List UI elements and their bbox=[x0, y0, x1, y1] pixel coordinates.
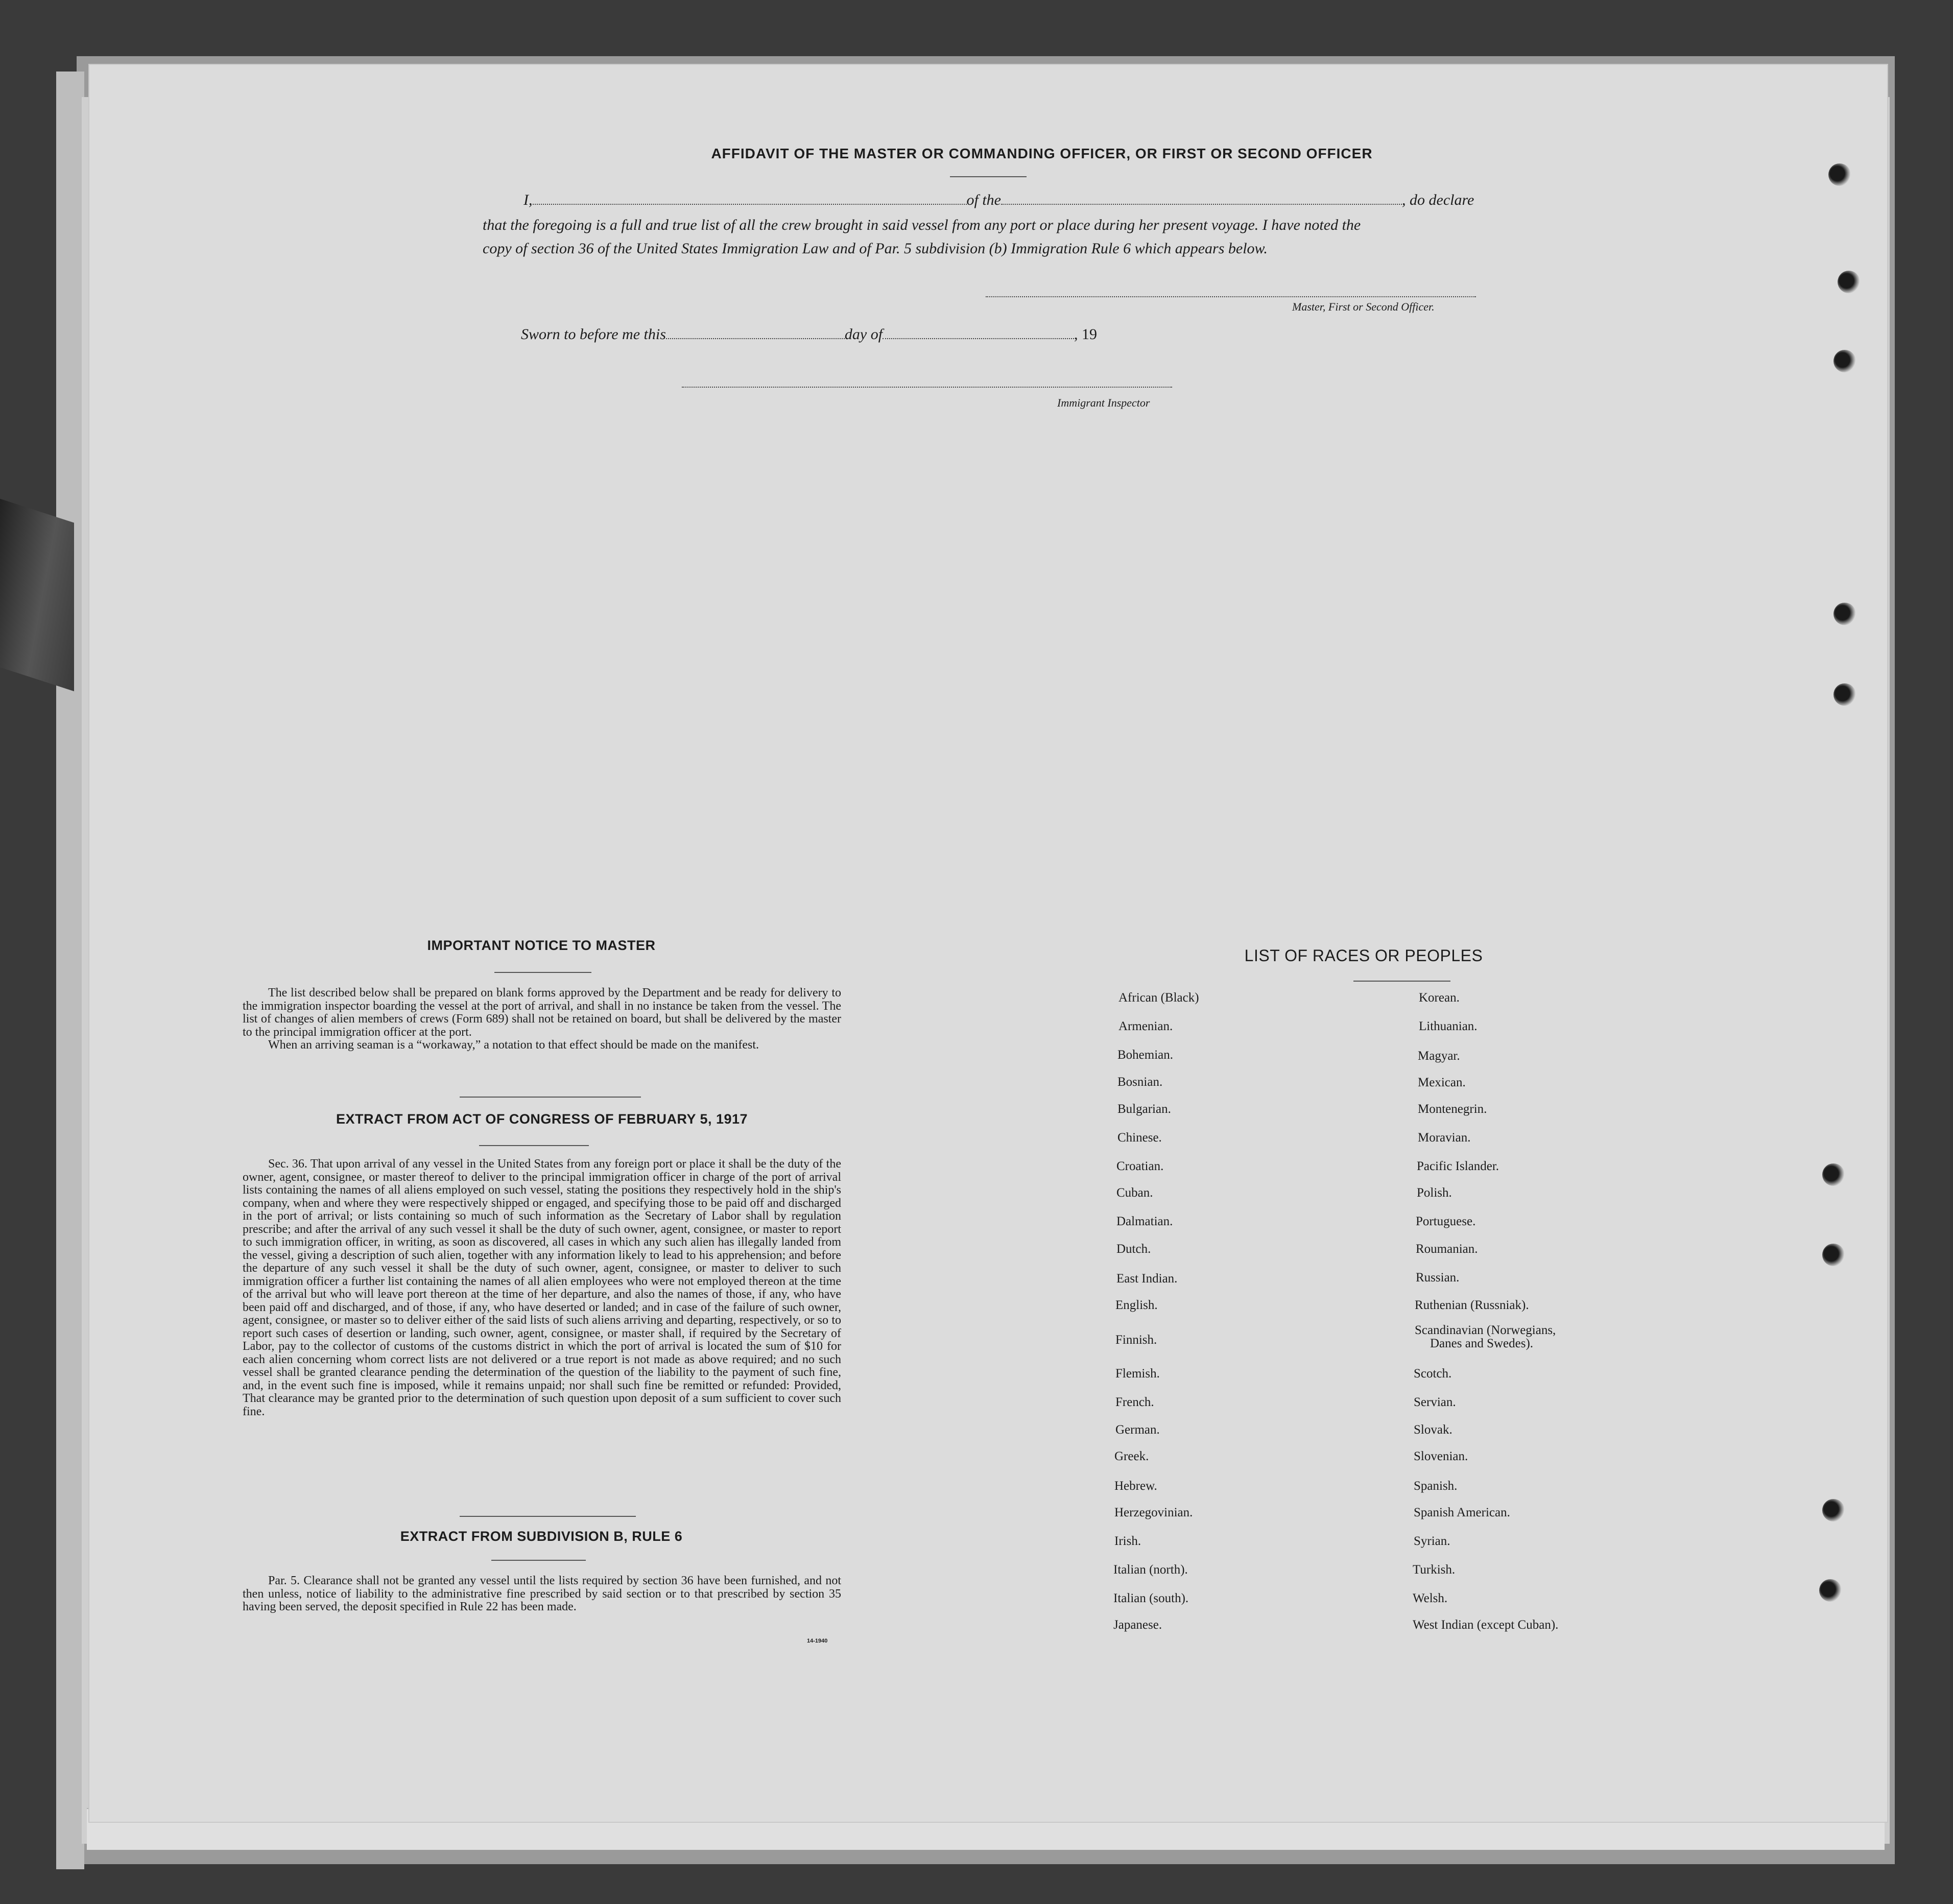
race-item: Greek. bbox=[1114, 1449, 1149, 1463]
race-item: East Indian. bbox=[1116, 1272, 1178, 1286]
race-item: Mexican. bbox=[1418, 1076, 1466, 1089]
race-item: Croatian. bbox=[1116, 1159, 1164, 1173]
master-caption: Master, First or Second Officer. bbox=[1292, 300, 1435, 313]
punch-hole bbox=[1833, 603, 1856, 625]
punch-hole bbox=[1833, 683, 1856, 706]
affidavit-i: I, bbox=[523, 192, 533, 208]
race-item: Irish. bbox=[1114, 1534, 1141, 1548]
races-title: LIST OF RACES OR PEOPLES bbox=[1244, 946, 1483, 965]
affidavit-line-2: that the foregoing is a full and true list of all the crew brought in said vessel from any port or place during her present voyage. I have noted the bbox=[483, 217, 1361, 233]
year-text: , 19 bbox=[1074, 326, 1098, 343]
race-item-continuation: Danes and Swedes). bbox=[1430, 1337, 1534, 1350]
race-item: Dalmatian. bbox=[1116, 1215, 1173, 1228]
race-item: Armenian. bbox=[1118, 1019, 1173, 1033]
punch-hole bbox=[1822, 1244, 1845, 1266]
race-item: Flemish. bbox=[1115, 1367, 1160, 1381]
race-item: West Indian (except Cuban). bbox=[1413, 1618, 1559, 1632]
act-paragraph: Sec. 36. That upon arrival of any vessel in the United States from any foreign port or place it shall be the duty of the owner, agent, consignee, or master thereof to deliver to the principal immigration officer in charge of the port of arrival lists containing the names of all aliens employed on such vessel, stating the positions they respectively hold in the ship's company, when and where they were respectively shipped or engaged, and specifying those to be paid off and discharged in the port of arrival; or lists containing so much of such information as the Secretary of Labor shall by regulation prescribe; and after the arrival of any such vessel it shall be the duty of such owner, agent, consignee, or master to report to such immigration officer, in writing, as soon as discovered, all cases in which any such alien has illegally landed from the vessel, giving a description of such alien, together with any information likely to lead to his apprehension; and before the departure of any such vessel it shall be the duty of such owner, agent, consignee, or master to deliver to such immigration officer a further list containing the names of all alien employees who were not employed thereon at the time of the arrival but who will leave port thereon at the time of her departure, and also the names of those, if any, who have been paid off and discharged, and of those, if any, who have deserted or landed; and in case of the failure of such owner, agent, consignee, or master so to deliver either of the said lists of such aliens arriving and departing, respectively, or so to report such cases of desertion or landing, such owner, agent, consignee, or master shall, if required by the Secretary of Labor, pay to the collector of customs of the customs district in which the port of arrival is located the sum of $10 for each alien concerning whom correct lists are not delivered or a true report is not made as above required; and no such vessel shall be granted clearance pending the determination of the question of the liability to the payment of such fine, and, in the event such fine is imposed, while it remains unpaid; nor shall such fine be remitted or refunded: Provided, That clearance may be granted prior to the determination of such question upon deposit of a sum sufficient to cover such fine. bbox=[243, 1157, 841, 1418]
race-item: Welsh. bbox=[1413, 1591, 1448, 1605]
inspector-signature-line bbox=[682, 387, 1172, 388]
divider bbox=[460, 1516, 636, 1517]
sworn-text: Sworn to before me this bbox=[521, 326, 666, 343]
master-signature-line bbox=[986, 296, 1476, 297]
punch-hole bbox=[1822, 1163, 1845, 1186]
race-item: Russian. bbox=[1416, 1271, 1460, 1284]
notice-title: IMPORTANT NOTICE TO MASTER bbox=[427, 938, 656, 953]
race-item: Bosnian. bbox=[1117, 1075, 1163, 1089]
race-item: German. bbox=[1115, 1423, 1160, 1437]
rule-paragraph: Par. 5. Clearance shall not be granted any vessel until the lists required by section 36 have been furnished, and not then unless, notice of liability to the administrative fine prescribed by said section or to that prescribed by section 35 having been served, the deposit specified in Rule 22 has been made. bbox=[243, 1574, 841, 1613]
race-item: Scandinavian (Norwegians, bbox=[1415, 1323, 1556, 1337]
race-item: Turkish. bbox=[1413, 1563, 1456, 1577]
race-item: Herzegovinian. bbox=[1114, 1506, 1193, 1519]
race-item: Pacific Islander. bbox=[1417, 1159, 1499, 1173]
punch-hole bbox=[1833, 350, 1856, 372]
sworn-line bbox=[521, 326, 1097, 343]
rule-title: EXTRACT FROM SUBDIVISION B, RULE 6 bbox=[400, 1529, 683, 1544]
race-item: Scotch. bbox=[1414, 1367, 1452, 1381]
race-item: Ruthenian (Russniak). bbox=[1415, 1298, 1529, 1312]
binding-tab bbox=[0, 498, 74, 691]
race-item: Chinese. bbox=[1117, 1131, 1162, 1145]
punch-hole bbox=[1819, 1579, 1842, 1602]
affidavit-line-3: copy of section 36 of the United States Immigration Law and of Par. 5 subdivision (b) Immigration Rule 6 which appears below. bbox=[483, 240, 1268, 257]
race-item: Polish. bbox=[1417, 1186, 1452, 1200]
form-number: 14-1940 bbox=[807, 1638, 828, 1644]
race-item: Lithuanian. bbox=[1419, 1019, 1478, 1033]
act-text bbox=[243, 1158, 841, 1418]
divider bbox=[479, 1145, 589, 1146]
race-item: Bohemian. bbox=[1117, 1048, 1174, 1062]
day-blank bbox=[666, 338, 845, 339]
vessel-blank bbox=[1001, 204, 1402, 205]
race-item: Finnish. bbox=[1115, 1333, 1157, 1347]
race-item: Magyar. bbox=[1418, 1049, 1460, 1063]
race-item: Korean. bbox=[1419, 991, 1460, 1005]
race-item: English. bbox=[1115, 1298, 1158, 1312]
race-item: African (Black) bbox=[1118, 991, 1199, 1005]
race-item: Dutch. bbox=[1116, 1242, 1151, 1256]
race-item: Moravian. bbox=[1418, 1131, 1471, 1145]
affidavit-title: AFFIDAVIT OF THE MASTER OR COMMANDING OFFICER, OR FIRST OR SECOND OFFICER bbox=[711, 146, 1373, 161]
race-item: Hebrew. bbox=[1114, 1479, 1157, 1493]
act-title: EXTRACT FROM ACT OF CONGRESS OF FEBRUARY 5, 1917 bbox=[336, 1111, 748, 1127]
race-item: Italian (south). bbox=[1113, 1591, 1189, 1605]
name-blank bbox=[533, 204, 967, 205]
affidavit-declare: , do declare bbox=[1402, 192, 1474, 208]
race-item: Italian (north). bbox=[1113, 1563, 1188, 1577]
affidavit-line-1 bbox=[523, 192, 1474, 209]
divider bbox=[950, 176, 1027, 177]
race-item: Slovak. bbox=[1414, 1423, 1452, 1437]
divider bbox=[494, 972, 591, 973]
race-item: Portuguese. bbox=[1416, 1215, 1476, 1228]
notice-paragraph-1: The list described below shall be prepared on blank forms approved by the Department and be ready for delivery to the immigration inspector boarding the vessel at the port of arrival, and shall in no instance be taken from the vessel. The list of changes of alien members of crews (Form 689) shall not be retained on board, but shall be delivered by the master to the principal immigration officer at the port. bbox=[243, 986, 841, 1039]
divider bbox=[460, 1097, 641, 1098]
race-item: Japanese. bbox=[1113, 1618, 1162, 1632]
inspector-caption: Immigrant Inspector bbox=[1057, 396, 1150, 409]
affidavit-of-the: of the bbox=[966, 192, 1001, 208]
binding-edge bbox=[56, 72, 84, 1869]
divider bbox=[1353, 981, 1450, 982]
race-item: French. bbox=[1115, 1395, 1154, 1409]
punch-hole bbox=[1838, 271, 1860, 293]
rule-text bbox=[243, 1575, 841, 1614]
race-item: Spanish American. bbox=[1414, 1506, 1510, 1519]
notice-text bbox=[243, 987, 841, 1052]
race-item: Cuban. bbox=[1116, 1186, 1153, 1200]
punch-hole bbox=[1822, 1499, 1845, 1521]
race-item: Montenegrin. bbox=[1418, 1102, 1487, 1116]
notice-paragraph-2: When an arriving seaman is a “workaway,” a notation to that effect should be made on the manifest. bbox=[268, 1038, 759, 1052]
day-of-text: day of bbox=[844, 326, 883, 343]
race-item: Bulgarian. bbox=[1117, 1102, 1171, 1116]
race-item: Spanish. bbox=[1414, 1479, 1458, 1493]
punch-hole bbox=[1828, 163, 1851, 186]
month-blank bbox=[883, 338, 1074, 339]
divider bbox=[491, 1560, 586, 1561]
race-item: Roumanian. bbox=[1416, 1242, 1478, 1256]
race-item: Servian. bbox=[1414, 1395, 1456, 1409]
race-item: Syrian. bbox=[1414, 1534, 1450, 1548]
race-item: Slovenian. bbox=[1414, 1449, 1468, 1463]
